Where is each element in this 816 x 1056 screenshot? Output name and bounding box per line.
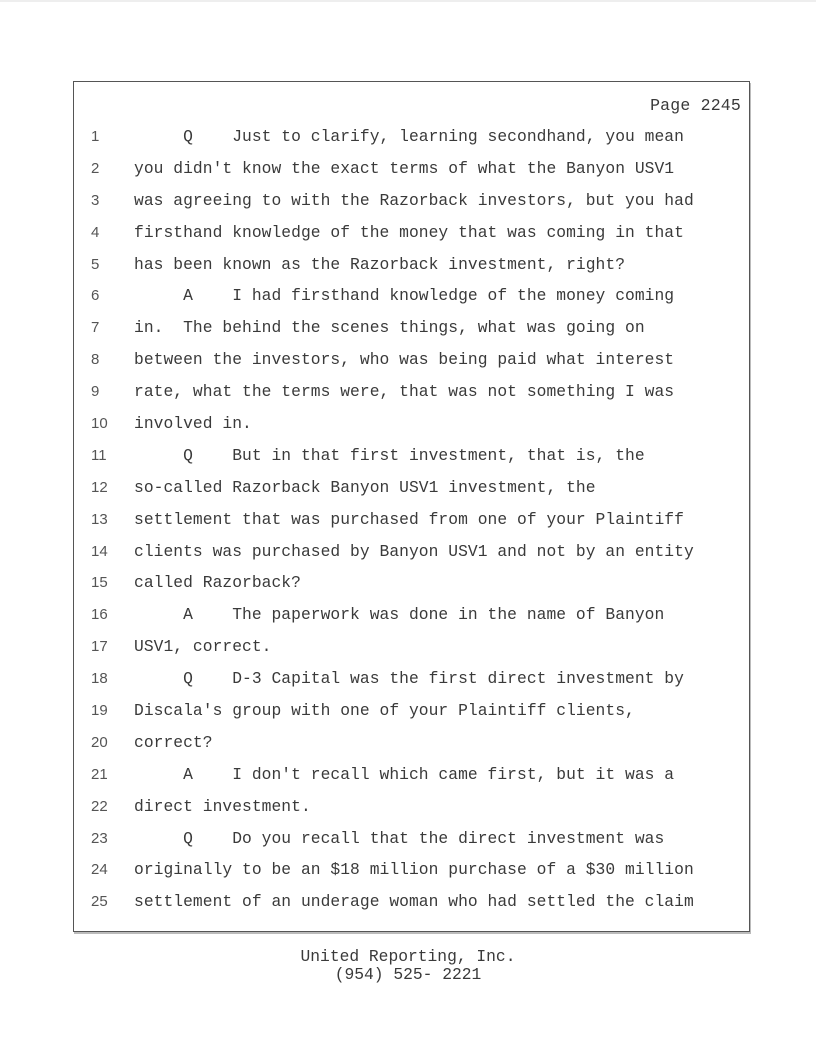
transcript-line (74, 217, 749, 249)
line-number: 11 (91, 446, 107, 464)
footer-phone: (954) 525- 2221 (334, 965, 482, 984)
page-number: Page 2245 (650, 96, 741, 115)
transcript-line (74, 886, 749, 918)
line-number: 14 (91, 542, 108, 560)
transcript-line (74, 185, 749, 217)
line-text: Q But in that first investment, that is, the (134, 445, 645, 465)
line-text: in. The behind the scenes things, what was going on (134, 318, 645, 338)
line-number: 24 (91, 861, 108, 879)
line-text: Q D-3 Capital was the first direct investment by (134, 669, 684, 689)
transcript-line (74, 759, 749, 791)
line-number: 10 (91, 415, 108, 433)
line-text: settlement of an underage woman who had settled the claim (134, 892, 694, 912)
footer (0, 948, 816, 984)
line-number: 12 (91, 478, 108, 496)
line-text: settlement that was purchased from one of your Plaintiff (134, 509, 684, 529)
line-number: 13 (91, 510, 108, 528)
transcript-line (74, 823, 749, 855)
transcript-line (74, 791, 749, 823)
line-number: 3 (91, 191, 100, 209)
line-text: correct? (134, 732, 213, 752)
transcript-line (74, 249, 749, 281)
transcript-line (74, 631, 749, 663)
line-text: so-called Razorback Banyon USV1 investment, the (134, 477, 596, 497)
line-text: has been known as the Razorback investment, right? (134, 254, 626, 274)
transcript-line (74, 567, 749, 599)
line-number: 1 (91, 128, 100, 145)
transcript-line (74, 663, 749, 695)
transcript-line (74, 854, 749, 886)
line-text: A The paperwork was done in the name of Banyon (134, 605, 665, 625)
transcript-line (74, 312, 749, 344)
transcript-line (74, 344, 749, 376)
transcript-line (74, 536, 749, 568)
line-text: you didn't know the exact terms of what the Banyon USV1 (134, 158, 675, 178)
transcript-line (74, 440, 749, 472)
transcript-line (74, 280, 749, 312)
transcript-line (74, 504, 749, 536)
transcript-line (74, 727, 749, 759)
transcript-line (74, 121, 749, 153)
transcript-line (74, 599, 749, 631)
transcript-line (74, 695, 749, 727)
line-number: 6 (91, 287, 100, 305)
line-number: 21 (91, 765, 108, 783)
line-text: originally to be an $18 million purchase of a $30 million (134, 860, 694, 880)
line-text: direct investment. (134, 796, 311, 816)
transcript-line (74, 153, 749, 185)
transcript-page-frame (73, 81, 750, 932)
transcript-line (74, 376, 749, 408)
transcript-line (74, 408, 749, 440)
line-number: 17 (91, 638, 108, 656)
line-number: 4 (91, 223, 100, 241)
footer-company: United Reporting, Inc. (300, 947, 516, 966)
line-text: Discala's group with one of your Plaintiff clients, (134, 701, 635, 721)
line-number: 9 (91, 383, 100, 401)
line-text: called Razorback? (134, 573, 301, 593)
line-number: 5 (91, 255, 100, 273)
line-number: 22 (91, 797, 108, 815)
line-number: 20 (91, 733, 108, 751)
line-text: was agreeing to with the Razorback investors, but you had (134, 190, 694, 210)
line-number: 19 (91, 702, 108, 720)
line-text: Q Just to clarify, learning secondhand, you mean (134, 127, 684, 146)
line-number: 15 (91, 574, 108, 592)
transcript-lines (74, 121, 749, 918)
line-number: 23 (91, 829, 108, 847)
scan-edge-mark (0, 0, 816, 2)
line-text: clients was purchased by Banyon USV1 and not by an entity (134, 541, 694, 561)
line-number: 16 (91, 606, 108, 624)
line-number: 2 (91, 159, 100, 177)
line-number: 25 (91, 893, 108, 911)
line-text: A I don't recall which came first, but it was a (134, 764, 675, 784)
line-number: 7 (91, 319, 100, 337)
line-text: Q Do you recall that the direct investment was (134, 828, 665, 848)
line-text: USV1, correct. (134, 637, 272, 657)
transcript-line (74, 472, 749, 504)
line-text: rate, what the terms were, that was not something I was (134, 382, 675, 402)
line-text: involved in. (134, 414, 252, 434)
line-text: firsthand knowledge of the money that was coming in that (134, 222, 684, 242)
line-number: 8 (91, 351, 100, 369)
line-text: between the investors, who was being paid what interest (134, 350, 675, 370)
line-text: A I had firsthand knowledge of the money coming (134, 286, 675, 306)
line-number: 18 (91, 670, 108, 688)
